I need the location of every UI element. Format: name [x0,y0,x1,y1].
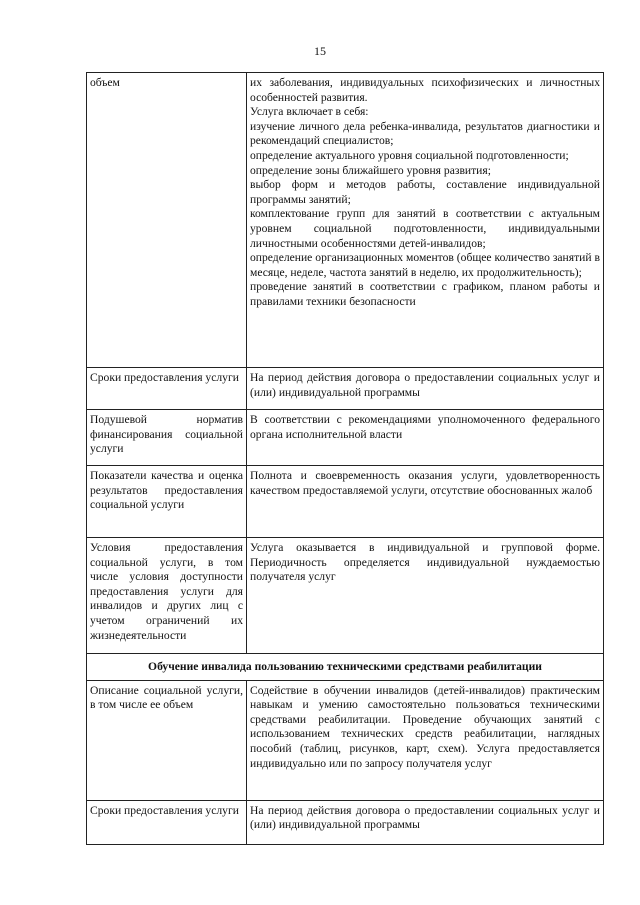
row-content: Содействие в обучении инвалидов (детей-инвалидов) практическим навыкам и умению самостоятельно пользоваться техническими средствами реабилитации. Проведение обучающих занятий с использованием технических средств реабилитации, наглядных пособий (таблиц, рисунков, карт, схем). Услуга предоставляется индивидуально или по запросу получателя услуг [250,683,600,770]
row-content: Полнота и своевременность оказания услуги, удовлетворенность качеством предоставляемой услуги, отсутствие обоснованных жалоб [250,469,600,497]
row-content: Услуга оказывается в индивидуальной и групповой форме. Периодичность определяется индивидуальной нуждаемостью получателя услуг [250,541,600,584]
row-content-cell [247,410,604,466]
row-label-cell [87,800,247,844]
row-content-cell [247,368,604,410]
row-content: их заболевания, индивидуальных психофизических и личностных особенностей развития. Услуга включает в себя: изучение личного дела ребенка-инвалида, результатов диагностики и рекомендаций специалистов; определение актуального уровня социальной подготовленности; определение зоны ближайшего уровня развития; выбор форм и методов работы, составление индивидуальной программы занятий; комплектование групп для занятий в соответствии с актуальным уровнем социальной подготовленности, индивидуальными личностными особенностями детей-инвалидов; определение организационных моментов (общее количество занятий в месяце, неделе, частота занятий в неделю, их продолжительность); проведение занятий в соответствии с графиком, планом работы и правилами техники безопасности [250,76,600,308]
table-row [87,680,604,800]
table-row [87,73,604,368]
row-content-cell [247,466,604,538]
row-label-cell [87,73,247,368]
row-content-cell [247,800,604,844]
row-content-cell [247,73,604,368]
service-table [86,72,604,845]
row-label: Условия предоставления социальной услуги, в том числе условия доступности предоставления услуги для инвалидов и других лиц с учетом ограничений их жизнедеятельности [90,541,243,642]
table-row [87,800,604,844]
row-label-cell [87,680,247,800]
row-content-cell [247,538,604,654]
row-label: Сроки предоставления услуги [90,371,239,384]
row-label-cell [87,538,247,654]
row-label: Показатели качества и оценка результатов предоставления социальной услуги [90,469,243,512]
section-heading: Обучение инвалида пользованию техническими средствами реабилитации [87,654,604,681]
row-label: объем [90,76,120,89]
table-row [87,410,604,466]
row-content: В соответствии с рекомендациями уполномоченного федерального органа исполнительной власти [250,413,600,441]
row-label: Сроки предоставления услуги [90,803,239,817]
row-content-cell [247,680,604,800]
row-label-cell [87,466,247,538]
table-row [87,466,604,538]
page-number: 15 [314,44,326,58]
row-label-cell [87,410,247,466]
row-content: На период действия договора о предоставлении социальных услуг и (или) индивидуальной программы [250,803,600,832]
table-row [87,538,604,654]
row-content: На период действия договора о предоставлении социальных услуг и (или) индивидуальной программы [250,371,600,399]
row-label: Описание социальной услуги, в том числе ее объем [90,683,243,712]
row-label: Подушевой норматив финансирования социальной услуги [90,413,243,456]
table-row [87,368,604,410]
section-heading-row [87,654,604,681]
row-label-cell [87,368,247,410]
